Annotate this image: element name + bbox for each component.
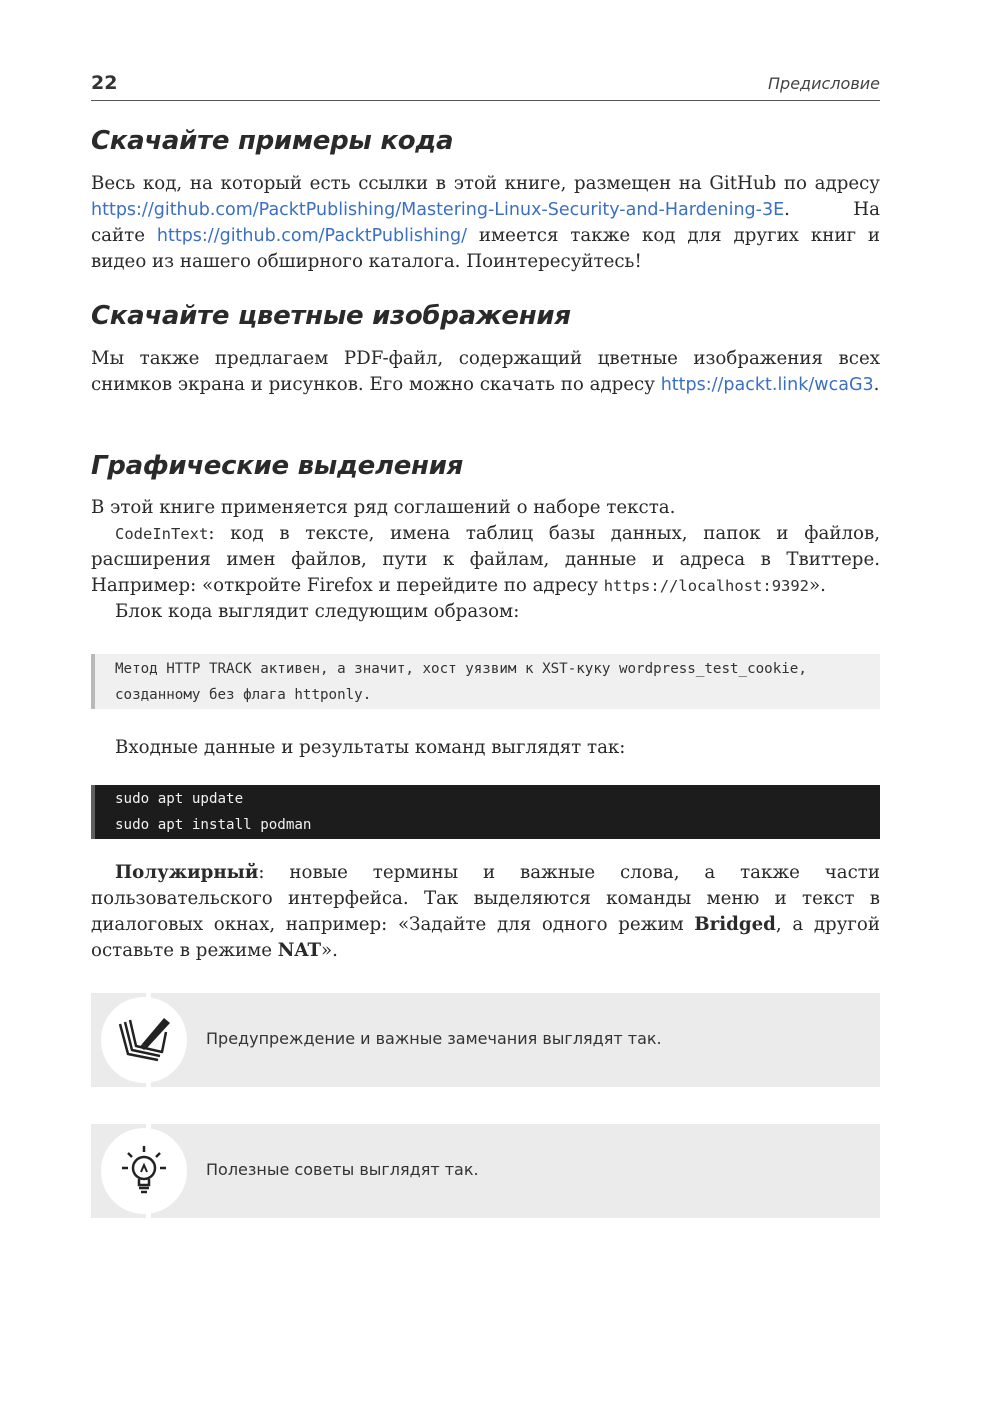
code-block-example [91,654,880,709]
paragraph-text: ». [321,940,338,961]
header-title: Предисловие [768,74,880,93]
github-catalog-link[interactable]: https://github.com/PacktPublishing/ [156,226,468,246]
warning-note [91,993,880,1087]
section-title: Скачайте примеры кода [91,126,454,156]
paragraph-text: : код в тексте, имена таблиц базы данных, папок и файлов, расширения имен файлов, пути к файлам, данные и адреса в Твиттере. Например: «откройте Firefox и перейдите по адресу [91,523,880,596]
command-line: sudo apt update [115,791,244,807]
paragraph-text: Входные данные и результаты команд выглядят так: [115,737,626,758]
packt-link[interactable]: https://packt.link/wcaG3 [660,375,874,395]
running-head [91,72,880,101]
warning-note-text: Предупреждение и важные замечания выглядят так. [206,1029,662,1048]
section-title: Графические выделения [91,451,464,481]
paragraph-text: Весь код, на который есть ссылки в этой книге, размещен на GitHub по адресу [91,173,880,194]
paragraph-text: . На сайте [91,199,880,246]
github-book-link[interactable]: https://github.com/PacktPublishing/Mastering-Linux-Security-and-Hardening-3E [91,200,785,220]
commands-intro [91,735,880,761]
paragraph-text: ». [809,575,826,596]
download-code-paragraph [91,171,880,275]
paragraph-text: , а другой оставьте в режиме [91,914,880,961]
codeintext-label: CodeInText [115,525,209,543]
bold-label: Полужирный [115,862,259,883]
code-line: Метод HTTP TRACK активен, а значит, хост уязвим к XST-куку wordpress_test_cookie, [115,661,807,677]
pen-paper-icon [101,997,187,1083]
paragraph-text: Блок кода выглядит следующим образом: [115,601,520,622]
bold-example: NAT [277,940,322,961]
conventions-intro [91,495,880,521]
code-line: созданному без флага httponly. [115,687,372,703]
codeintext-paragraph [91,521,880,599]
section-download-code [91,126,880,156]
command-line: sudo apt install podman [115,817,312,833]
tip-note [91,1124,880,1218]
bold-paragraph [91,860,880,964]
codeintext-example: https://localhost:9392 [603,577,810,595]
color-images-paragraph [91,346,880,398]
paragraph-text: имеется также код для других книг и видео из нашего обширного каталога. Поинтересуйтесь! [91,225,880,272]
section-color-images [91,301,880,331]
paragraph-text: . [873,374,880,395]
section-title: Скачайте цветные изображения [91,301,571,331]
section-conventions [91,451,880,481]
paragraph-text: В этой книге применяется ряд соглашений о наборе текста. [91,497,676,518]
lightbulb-icon [101,1128,187,1214]
command-block-example [91,785,880,839]
paragraph-text: Мы также предлагаем PDF-файл, содержащий цветные изображения всех снимков экрана и рисунков. Его можно скачать по адресу [91,348,880,395]
page-number: 22 [91,72,118,94]
code-block-intro [91,599,880,625]
bold-example: Bridged [694,914,776,935]
paragraph-text: : новые термины и важные слова, а также части пользовательского интерфейса. Так выделяются команды меню и текст в диалоговых окнах, например: «Задайте для одного режим [91,862,880,935]
tip-note-text: Полезные советы выглядят так. [206,1160,479,1179]
